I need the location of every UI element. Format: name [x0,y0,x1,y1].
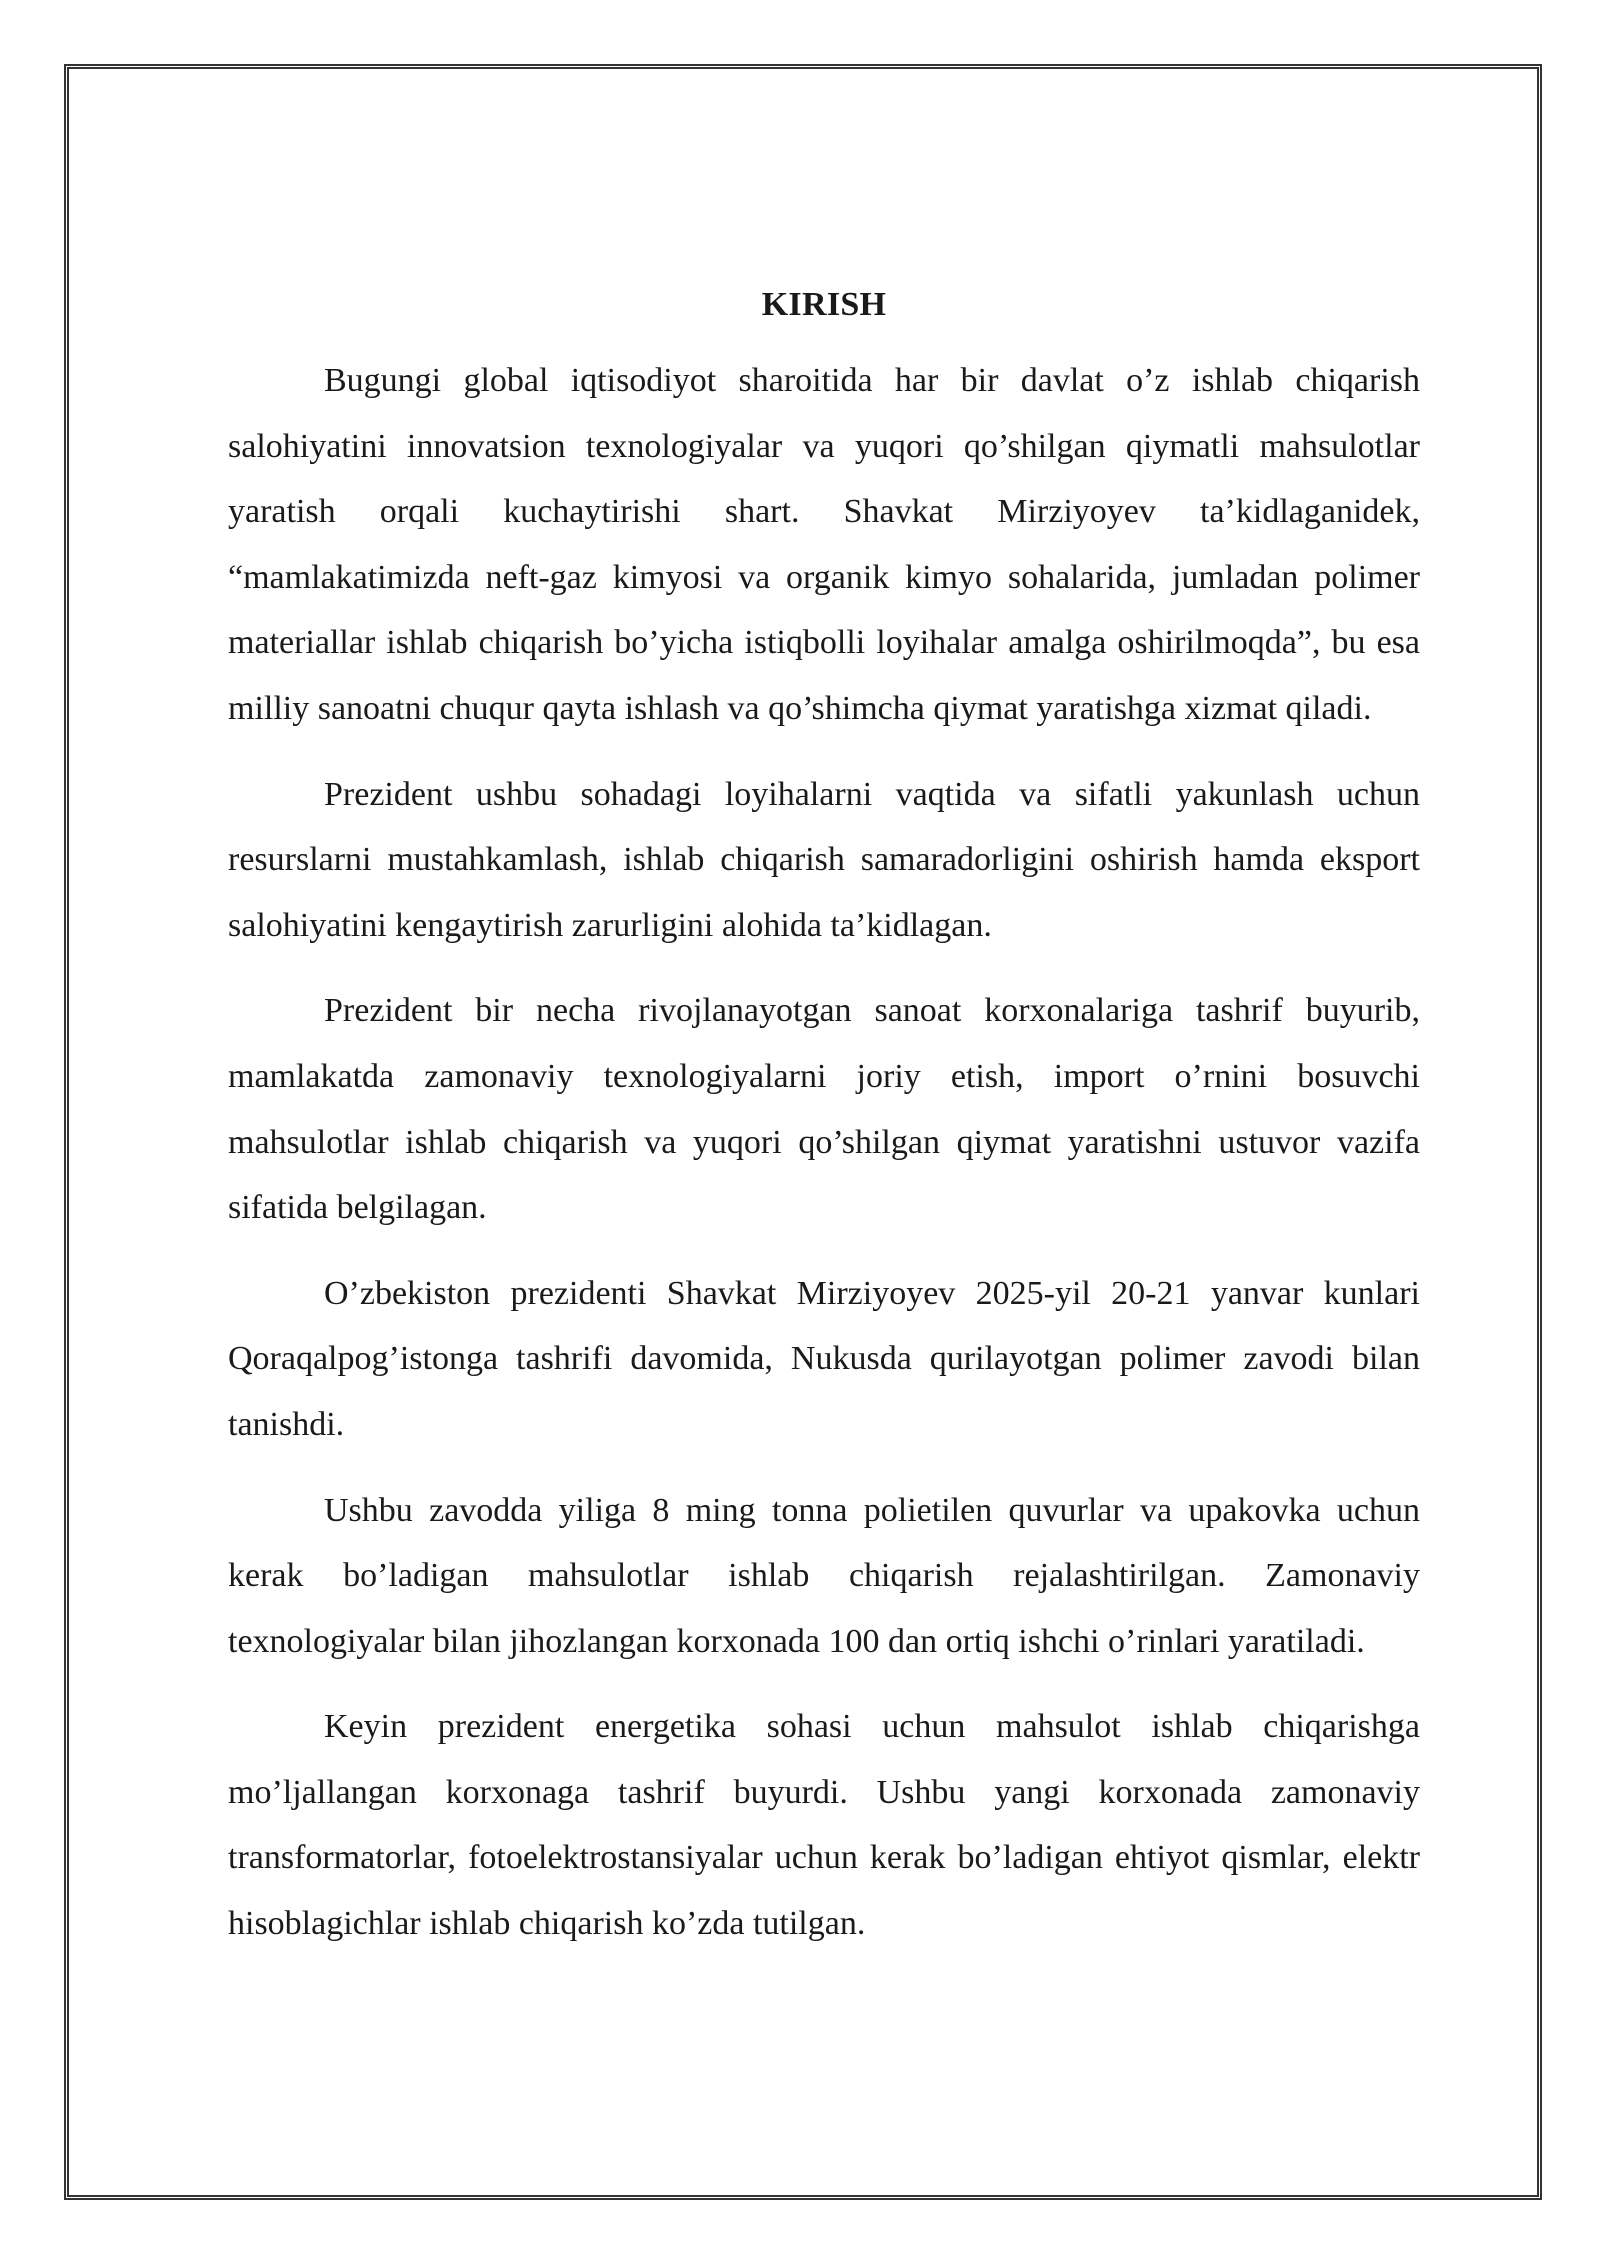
section-heading: KIRISH [761,286,887,323]
paragraph-4: O’zbekiston prezidenti Shavkat Mirziyoyev 2025-yil 20-21 yanvar kunlari Qoraqalpog’istonga tashrifi davomida, Nukusda qurilayotgan polimer zavodi bilan tanishdi. [228,1274,1420,1443]
document-body [228,280,1420,1977]
paragraph-2: Prezident ushbu sohadagi loyihalarni vaqtida va sifatli yakunlash uchun resurslarni mustahkamlash, ishlab chiqarish samaradorligini oshirish hamda eksport salohiyatini kengaytirish zarurligini alohida ta’kidlagan. [228,775,1420,944]
paragraph-1: Bugungi global iqtisodiyot sharoitida har bir davlat o’z ishlab chiqarish salohiyatini innovatsion texnologiyalar va yuqori qo’shilgan qiymatli mahsulotlar yaratish orqali kuchaytirishi shart. Shavkat Mirziyoyev ta’kidlaganidek, “mamlakatimizda neft-gaz kimyosi va organik kimyo sohalarida, jumladan polimer materiallar ishlab chiqarish bo’yicha istiqbolli loyihalar amalga oshirilmoqda”, bu esa milliy sanoatni chuqur qayta ishlash va qo’shimcha qiymat yaratishga xizmat qiladi. [228,362,1420,727]
paragraph-3: Prezident bir necha rivojlanayotgan sanoat korxonalariga tashrif buyurib, mamlakatda zamonaviy texnologiyalarni joriy etish, import o’rnini bosuvchi mahsulotlar ishlab chiqarish va yuqori qo’shilgan qiymat yaratishni ustuvor vazifa sifatida belgilagan. [228,992,1420,1227]
paragraph-5: Ushbu zavodda yiliga 8 ming tonna polietilen quvurlar va upakovka uchun kerak bo’ladigan mahsulotlar ishlab chiqarish rejalashtirilgan. Zamonaviy texnologiyalar bilan jihozlangan korxonada 100 dan ortiq ishchi o’rinlari yaratiladi. [228,1491,1420,1660]
paragraph-6: Keyin prezident energetika sohasi uchun mahsulot ishlab chiqarishga mo’ljallangan korxonaga tashrif buyurdi. Ushbu yangi korxonada zamonaviy transformatorlar, fotoelektrostansiyalar uchun kerak bo’ladigan ehtiyot qismlar, elektr hisoblagichlar ishlab chiqarish ko’zda tutilgan. [228,1708,1420,1943]
